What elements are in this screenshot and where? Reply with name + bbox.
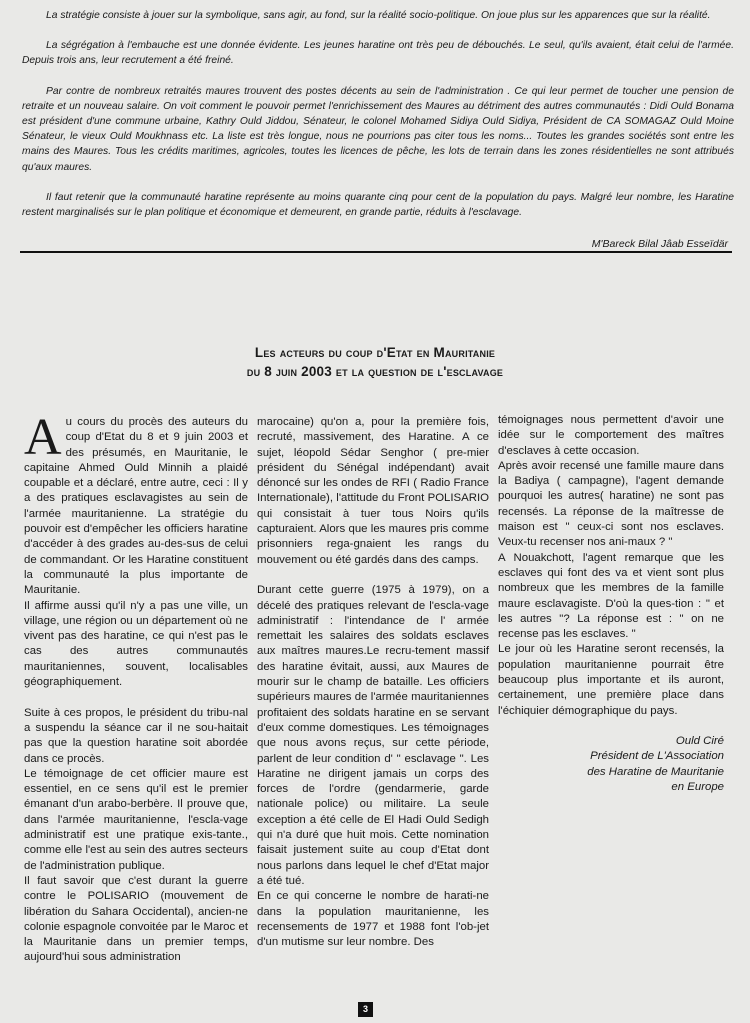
- credit-line: en Europe: [671, 780, 724, 793]
- paragraph: Il affirme aussi qu'il n'y a pas une ville, un village, une région ou un département où ne vivent pas des haratine, ce qui n'est pas le cas des autres communautés mauritaniennes, souvent, localisables géographiquement.: [24, 599, 248, 689]
- paragraph: La ségrégation à l'embauche est une donnée évidente. Les jeunes haratine ont très peu de débouchés. Le seul, qu'ils avaient, était celui de l'armée. Depuis trois ans, leur recrutement a été freiné.: [22, 40, 734, 67]
- paragraph: Il faut retenir que la communauté haratine représente au moins quarante cinq pour cent de la population du pays. Malgré leur nombre, les Haratine restent marginalisés sur le plan politique et économique et demeurent, en grande partie, réduits à l'esclavage.: [22, 191, 734, 219]
- article-column-2: [257, 415, 489, 950]
- article-credit: [498, 734, 724, 795]
- paragraph: A Nouakchott, l'agent remarque que les esclaves qui font des va et vient sont plus nombreux que les membres de la famille maure esclavagiste. D'où la ques-tion : " et les autres "? La réponse est : " on ne recense pas les esclaves. ": [498, 551, 724, 641]
- paragraph: Le témoignage de cet officier maure est essentiel, en ce sens qu'il est le premier émanant d'un arabo-berbère. Il prouve que, dans l'armée mauritanienne, l'escla-vage administratif est une pratique exis-tante., comme elle l'est au sein des autres secteurs de l'administration publique.: [24, 767, 248, 872]
- credit-line: Président de L'Association: [590, 750, 724, 763]
- credit-line: des Haratine de Mauritanie: [587, 765, 724, 778]
- paragraph-text: u cours du procès des auteurs du coup d'Etat du 8 et 9 juin 2003 et des présumés, en Mauritanie, le capitaine Ahmed Ould Minnih a plaidé coupable et a déclaré, entre autre, ceci : Il y a des pratiques esclavagistes au sein de l'armée mauritanienne. La stratégie du pouvoir est d'empêcher les officiers haratine d'accéder à des grades au-des-sus de celui de commandant. Or les Haratine constituent la communauté la plus importante de Mauritanie.: [24, 416, 248, 597]
- paragraph: Durant cette guerre (1975 à 1979), on a décelé des pratiques relevant de l'escla-vage administratif : l'intendance de l' armée remettait les salaires des soldats esclaves aux maîtres maures.Le recru-tement massif des haratine évitait, aussi, aux Maures de mourir sur le champ de bataille. Les officiers supérieurs maures de l'armée mauritaniennes profitaient des soldats haratine en se servant d'eux comme domestiques. Les témoignages que nous avons reçus, sur cette période, parlent de leur condition d' " esclavage ". Les Haratine ne dirigent jamais un corps des forces de l'ordre (gendarmerie, garde nationale police) ou militaire. La seule exception a été celle de El Hadi Ould Sedigh qui n'a duré que huit mois. Cette nomination faisait justement suite au coup d'Etat dont nous parlons dans lequel le chef d'Etat major a été tué.: [257, 584, 489, 887]
- paragraph: témoignages nous permettent d'avoir une idée sur le comportement des maîtres d'esclaves à cette occasion.: [498, 414, 724, 457]
- paragraph: Suite à ces propos, le président du tribu-nal a suspendu la séance car il ne sou-haitait pas que la question haratine soit abordée dans ce procès.: [24, 706, 248, 765]
- credit-name: Ould Ciré: [675, 734, 724, 747]
- author-signature: M'Bareck Bilal Jâab Esseïdär: [591, 238, 728, 250]
- previous-article-ending: [22, 8, 734, 235]
- paragraph: Le jour où les Haratine seront recensés, la population mauritanienne pourrait être beaucoup plus importante et ils auront, certainement, une première place dans l'échiquier démographique du pays.: [498, 643, 724, 717]
- article-column-1: [24, 409, 248, 966]
- paragraph: En ce qui concerne le nombre de harati-ne dans la population mauritanienne, les recensements de 1977 et 1988 font l'ob-jet d'un mutisme sur leur nombre. Des: [257, 890, 489, 949]
- paragraph: marocaine) qu'on a, pour la première fois, recruté, massivement, des Haratine. A ce sujet, léopold Sédar Senghor ( pre-mier président du Sénégal indépendant) avait dénoncé sur les ondes de RFI ( Radio France Internationale), l'attitude du Front POLISARIO qui consistait à tuer tous Noirs qu'ils capturaient. Alors que les maures pris comme prisonniers rega-gnaient les rangs du mouvement ou été gardés dans des camps.: [257, 416, 489, 566]
- section-divider: [20, 251, 732, 253]
- paragraph: Par contre de nombreux retraités maures trouvent des postes décents au sein de l'administration . Ce qui leur permet de toucher une pension de retraite et un nouveau salaire. On voit comment le pouvoir permet l'enrichissement des Maures au détriment des autres communautés : Didi Ould Bonama est président d'une commune urbaine, Kathry Ould Jiddou, Sénateur, le colonel Mohamed Sidiya Ould Sidiya, Président de CA SOMAGAZ Ould Moine Sénateur, le vieux Ould Moukhnass etc. La liste est très longue, nous ne pourrions pas citer tous les noms... Toutes les grandes sociétés sont entre les mains des Maures. Tous les crédits maritimes, agricoles, toutes les licences de pêche, les lots de terrain dans les zones résidentielles ne sont attribués qu'aux maures.: [22, 85, 734, 173]
- paragraph: [24, 409, 248, 599]
- paragraph: Il faut savoir que c'est durant la guerre contre le POLISARIO (mouvement de libération du Sahara Occidental), ancien-ne colonie espagnole convoitée par le Maroc et la Mauritanie dans un premier temps, aujourd'hui sous administration: [24, 874, 248, 964]
- drop-cap: A: [24, 409, 62, 466]
- article-column-3: [498, 413, 724, 795]
- title-line: du 8 juin 2003 et la question de l'esclavage: [246, 364, 504, 379]
- title-line: Les acteurs du coup d'Etat en Mauritanie: [254, 345, 496, 360]
- paragraph: Après avoir recensé une famille maure dans la Badiya ( campagne), l'agent demande pourquoi les autres( haratine) ne sont pas recensés. La réponse de la maîtresse de maison est " ceux-ci sont nos esclaves. Veux-tu recenser nos ani-maux ? ": [498, 459, 724, 549]
- page-number: 3: [358, 1002, 373, 1017]
- paragraph: La stratégie consiste à jouer sur la symbolique, sans agir, au fond, sur la réalité socio-politique. On joue plus sur les apparences que sur la réalité.: [46, 10, 711, 21]
- article-title: [0, 343, 750, 381]
